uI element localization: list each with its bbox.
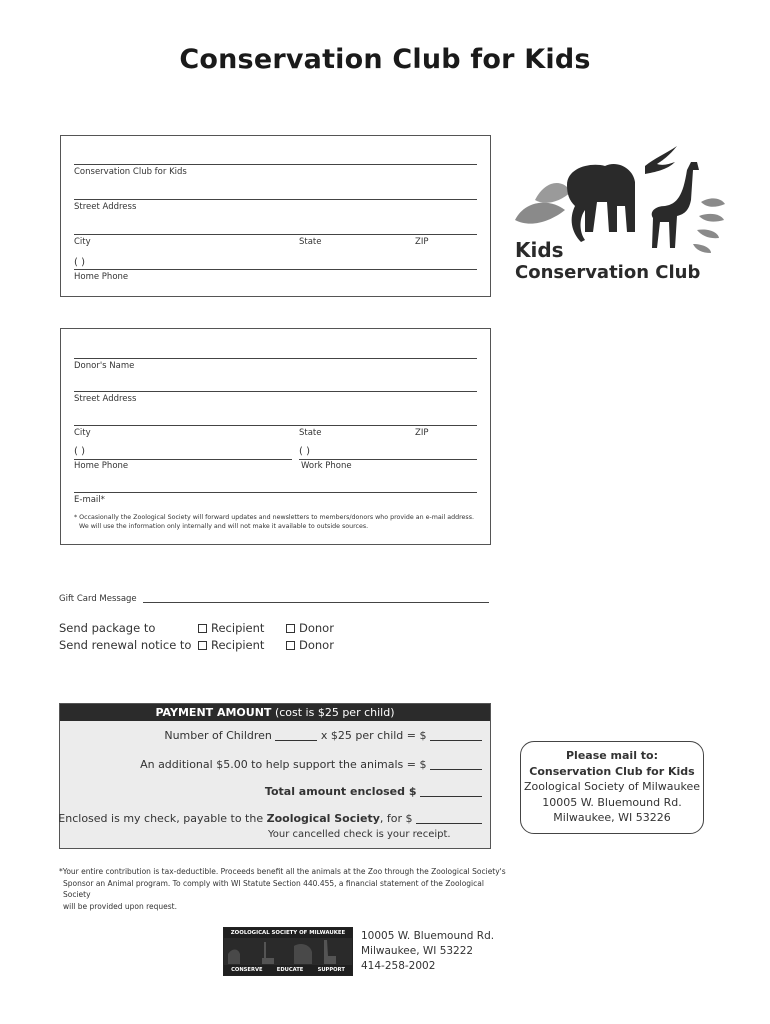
donor-work-phone-line[interactable] bbox=[299, 459, 477, 460]
donor-zip-label: ZIP bbox=[415, 428, 429, 438]
donor-name-line[interactable] bbox=[74, 358, 477, 359]
send-package-recipient-option[interactable] bbox=[198, 621, 264, 635]
donor-home-phone-line[interactable] bbox=[74, 459, 292, 460]
zs-word-conserve: CONSERVE bbox=[231, 967, 263, 973]
mail-city: Milwaukee, WI 53226 bbox=[553, 811, 671, 824]
member-city-label: City bbox=[74, 237, 91, 247]
send-renewal-recipient-option[interactable] bbox=[198, 638, 264, 652]
zs-animals-silhouette-icon bbox=[224, 938, 352, 966]
check-amount-field[interactable] bbox=[416, 823, 482, 824]
checkbox-icon[interactable] bbox=[286, 641, 295, 650]
check-label-pre: Enclosed is my check, payable to the bbox=[58, 812, 264, 825]
footnote-line1: *Your entire contribution is tax-deductible. Proceeds benefit all the animals at the Zoo through the Zoological Society's bbox=[59, 867, 506, 876]
total-label: Total amount enclosed $ bbox=[264, 785, 417, 798]
children-row bbox=[164, 729, 482, 742]
payment-header bbox=[60, 704, 490, 721]
additional-amount-field[interactable] bbox=[430, 769, 482, 770]
footer-street: 10005 W. Bluemound Rd. bbox=[361, 930, 495, 942]
footer-phone: 414-258-2002 bbox=[361, 960, 436, 972]
check-label-post: , for $ bbox=[379, 812, 413, 825]
member-state-label: State bbox=[299, 237, 322, 247]
member-phone-label: Home Phone bbox=[74, 272, 129, 282]
send-package-label: Send package to bbox=[59, 621, 156, 635]
mail-heading: Please mail to: bbox=[565, 749, 659, 762]
send-renewal-donor-option[interactable] bbox=[286, 638, 334, 652]
donor-city-label: City bbox=[74, 428, 91, 438]
donor-label: Donor bbox=[299, 638, 334, 652]
member-street-label: Street Address bbox=[74, 202, 137, 212]
page-title: Conservation Club for Kids bbox=[179, 44, 591, 75]
checkbox-icon[interactable] bbox=[198, 624, 207, 633]
receipt-note: Your cancelled check is your receipt. bbox=[268, 829, 451, 840]
donor-info-box bbox=[60, 328, 491, 545]
email-note-line2: We will use the information only internally and will not make it available to outside sources. bbox=[79, 523, 369, 530]
payment-header-bold: PAYMENT AMOUNT bbox=[155, 706, 272, 719]
recipient-label: Recipient bbox=[211, 638, 265, 652]
name-line[interactable] bbox=[74, 164, 477, 165]
street-line[interactable] bbox=[74, 199, 477, 200]
donor-home-phone-label: Home Phone bbox=[74, 461, 129, 471]
phone-line[interactable] bbox=[74, 269, 477, 270]
footer-address bbox=[361, 929, 494, 974]
mail-society: Zoological Society of Milwaukee bbox=[524, 780, 700, 793]
tax-footnote bbox=[59, 866, 509, 912]
send-package-donor-option[interactable] bbox=[286, 621, 334, 635]
gift-message-label: Gift Card Message bbox=[59, 594, 137, 604]
donor-street-label: Street Address bbox=[74, 394, 137, 404]
donor-home-paren: ( ) bbox=[74, 446, 85, 457]
donor-label: Donor bbox=[299, 621, 334, 635]
donor-city-line[interactable] bbox=[74, 425, 477, 426]
member-info-box bbox=[60, 135, 491, 297]
zs-logo-bottom bbox=[224, 965, 352, 975]
mail-to-box bbox=[520, 741, 704, 834]
checkbox-icon[interactable] bbox=[198, 641, 207, 650]
children-label: Number of Children bbox=[164, 729, 272, 742]
check-row bbox=[58, 812, 482, 825]
member-zip-label: ZIP bbox=[415, 237, 429, 247]
mail-org: Conservation Club for Kids bbox=[529, 764, 695, 778]
check-org-label: Zoological Society bbox=[266, 812, 380, 825]
mail-street: 10005 W. Bluemound Rd. bbox=[542, 795, 682, 809]
additional-row bbox=[140, 758, 482, 771]
logo-kids-text: Kids bbox=[515, 238, 564, 262]
donor-work-phone-label: Work Phone bbox=[301, 461, 352, 471]
donor-street-line[interactable] bbox=[74, 391, 477, 392]
payment-header-rest: (cost is $25 per child) bbox=[274, 706, 395, 719]
footnote-line2: Sponsor an Animal program. To comply with WI Statute Section 440.455, a financial statement of the Zoological Society bbox=[63, 878, 484, 899]
logo-club-text: Conservation Club bbox=[515, 262, 701, 283]
donor-email-line[interactable] bbox=[74, 492, 477, 493]
checkbox-icon[interactable] bbox=[286, 624, 295, 633]
zs-logo-top: ZOOLOGICAL SOCIETY OF MILWAUKEE bbox=[224, 928, 352, 938]
donor-work-paren: ( ) bbox=[299, 446, 310, 457]
gift-message-line[interactable] bbox=[143, 602, 489, 603]
children-count-field[interactable] bbox=[275, 740, 317, 741]
zoological-society-logo bbox=[223, 927, 353, 976]
donor-name-label: Donor's Name bbox=[74, 361, 135, 371]
per-child-label: x $25 per child = $ bbox=[320, 729, 427, 742]
email-note-line1: * Occasionally the Zoological Society will forward updates and newsletters to members/donors who provide an e-mail address. bbox=[74, 514, 474, 521]
recipient-label: Recipient bbox=[211, 621, 265, 635]
footer-city: Milwaukee, WI 53222 bbox=[361, 945, 474, 957]
zs-word-educate: EDUCATE bbox=[276, 967, 304, 973]
send-renewal-label: Send renewal notice to bbox=[59, 638, 192, 652]
donor-email-label: E-mail* bbox=[74, 495, 105, 505]
additional-label: An additional $5.00 to help support the animals = $ bbox=[140, 758, 427, 771]
footnote-line3: will be provided upon request. bbox=[63, 901, 177, 911]
donor-state-label: State bbox=[299, 428, 322, 438]
zs-word-support: SUPPORT bbox=[317, 967, 345, 973]
member-phone-paren: ( ) bbox=[74, 257, 85, 268]
total-amount-field[interactable] bbox=[420, 796, 482, 797]
total-row bbox=[265, 785, 482, 798]
kids-conservation-club-logo bbox=[505, 140, 730, 290]
payment-box bbox=[59, 703, 491, 849]
children-amount-field[interactable] bbox=[430, 740, 482, 741]
member-name-label: Conservation Club for Kids bbox=[74, 167, 187, 177]
city-line[interactable] bbox=[74, 234, 477, 235]
